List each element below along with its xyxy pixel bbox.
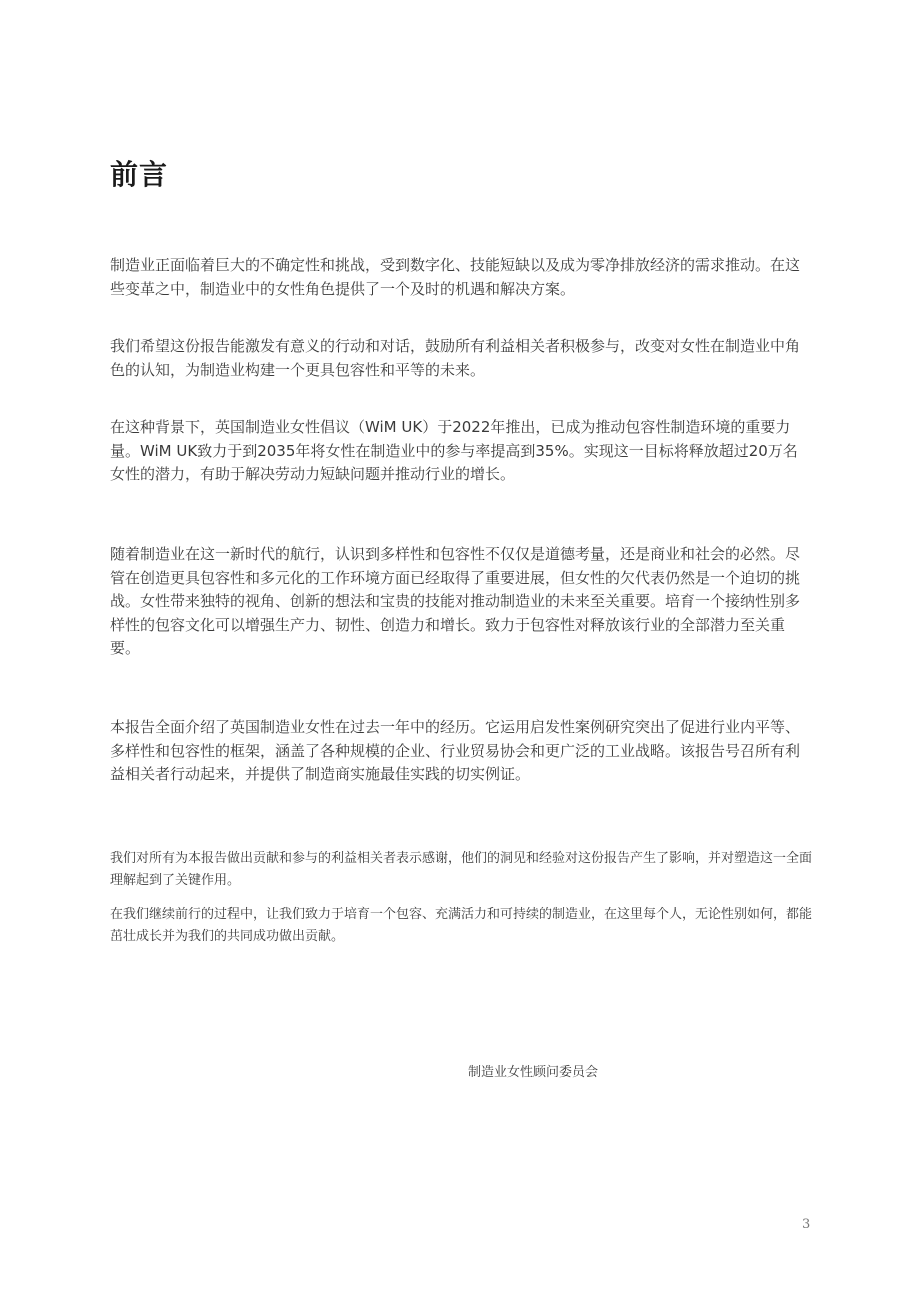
page-title: 前言 xyxy=(110,158,169,191)
paragraph-thanks: 我们对所有为本报告做出贡献和参与的利益相关者表示感谢，他们的洞见和经验对这份报告产生了影响，并对塑造这一全面理解起到了关键作用。 xyxy=(110,851,813,888)
paragraph-closing: 在我们继续前行的过程中，让我们致力于培育一个包容、充满活力和可持续的制造业，在这里每个人，无论性别如何，都能茁壮成长并为我们的共同成功做出贡献。 xyxy=(110,907,813,944)
paragraph-wim-uk: 在这种背景下，英国制造业女性倡议（WiM UK）于2022年推出，已成为推动包容性制造环境的重要力量。WiM UK致力于到2035年将女性在制造业中的参与率提高到35%。实现这一目标将释放超过20万名女性的潜力，有助于解决劳动力短缺问题并推动行业的增长。 xyxy=(110,418,798,483)
signature: 制造业女性顾问委员会 xyxy=(468,1065,599,1080)
paragraph-hope: 我们希望这份报告能激发有意义的行动和对话，鼓励所有利益相关者积极参与，改变对女性在制造业中角色的认知，为制造业构建一个更具包容性和平等的未来。 xyxy=(110,337,801,379)
page-number: 3 xyxy=(802,1217,811,1232)
paragraph-diversity: 随着制造业在这一新时代的航行，认识到多样性和包容性不仅仅是道德考量，还是商业和社会的必然。尽管在创造更具包容性和多元化的工作环境方面已经取得了重要进展，但女性的欠代表仍然是一个迫切的挑战。女性带来独特的视角、创新的想法和宝贵的技能对推动制造业的未来至关重要。培育一个接纳性别多样性的包容文化可以增强生产力、韧性、创造力和增长。致力于包容性对释放该行业的全部潜力至关重要。 xyxy=(110,545,801,657)
paragraph-intro: 制造业正面临着巨大的不确定性和挑战，受到数字化、技能短缺以及成为零净排放经济的需求推动。在这些变革之中，制造业中的女性角色提供了一个及时的机遇和解决方案。 xyxy=(110,256,801,298)
paragraph-report-overview: 本报告全面介绍了英国制造业女性在过去一年中的经历。它运用启发性案例研究突出了促进行业内平等、多样性和包容性的框架，涵盖了各种规模的企业、行业贸易协会和更广泛的工业战略。该报告号召所有利益相关者行动起来，并提供了制造商实施最佳实践的切实例证。 xyxy=(110,718,801,783)
